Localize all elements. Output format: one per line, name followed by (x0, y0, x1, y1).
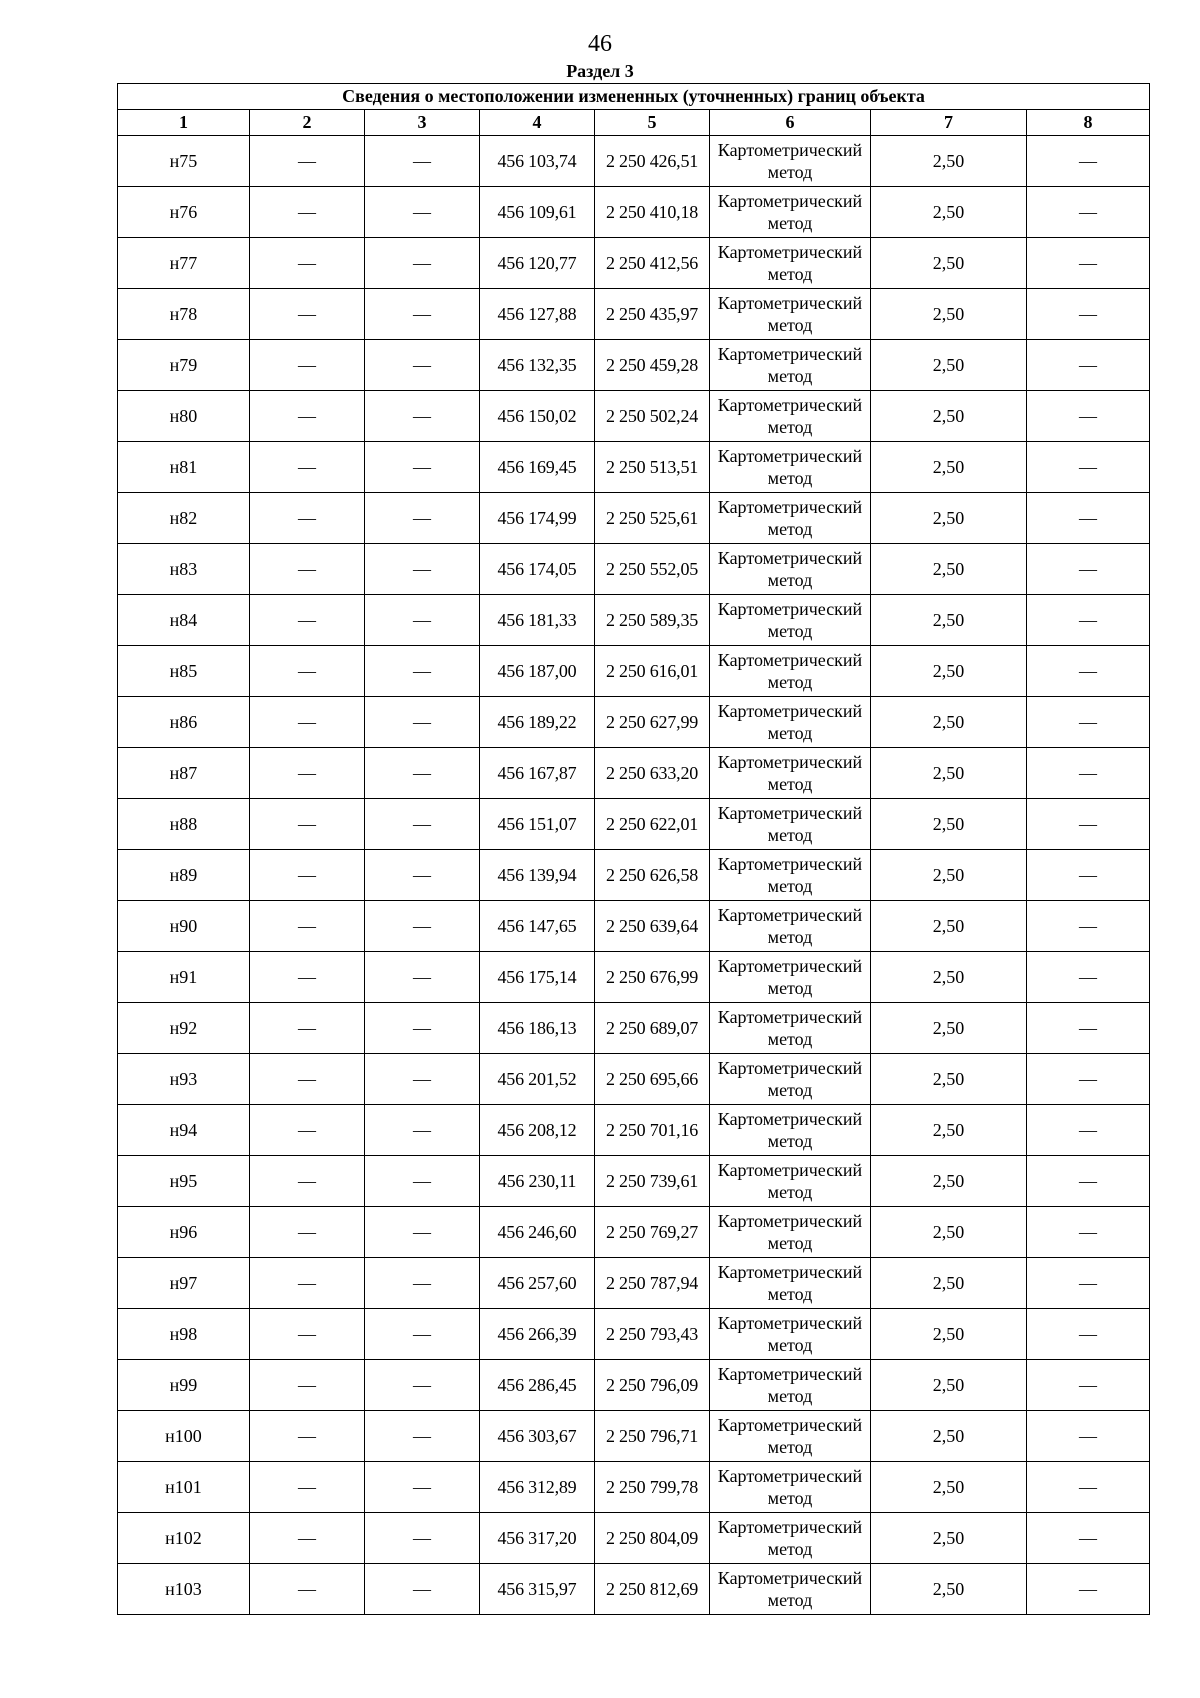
column-8-cell: — (1027, 952, 1150, 1003)
table-row (118, 850, 1150, 901)
column-3-cell: — (365, 952, 480, 1003)
table-row (118, 544, 1150, 595)
point-name-cell: н78 (118, 289, 250, 340)
column-3-cell: — (365, 1258, 480, 1309)
x-coordinate-cell: 456 139,94 (480, 850, 595, 901)
x-coordinate-cell: 456 175,14 (480, 952, 595, 1003)
point-name-cell: н102 (118, 1513, 250, 1564)
method-cell: Картометрический метод (710, 1207, 871, 1258)
accuracy-cell: 2,50 (871, 238, 1027, 289)
y-coordinate-cell: 2 250 793,43 (595, 1309, 710, 1360)
accuracy-cell: 2,50 (871, 595, 1027, 646)
x-coordinate-cell: 456 169,45 (480, 442, 595, 493)
table-row (118, 1207, 1150, 1258)
method-cell: Картометрический метод (710, 544, 871, 595)
column-2-cell: — (250, 136, 365, 187)
x-coordinate-cell: 456 246,60 (480, 1207, 595, 1258)
x-coordinate-cell: 456 201,52 (480, 1054, 595, 1105)
method-cell: Картометрический метод (710, 1156, 871, 1207)
column-3-cell: — (365, 1207, 480, 1258)
accuracy-cell: 2,50 (871, 1054, 1027, 1105)
column-3-cell: — (365, 595, 480, 646)
column-8-cell: — (1027, 1105, 1150, 1156)
point-name-cell: н89 (118, 850, 250, 901)
accuracy-cell: 2,50 (871, 1105, 1027, 1156)
column-8-cell: — (1027, 493, 1150, 544)
accuracy-cell: 2,50 (871, 850, 1027, 901)
column-8-cell: — (1027, 1564, 1150, 1615)
method-cell: Картометрический метод (710, 1258, 871, 1309)
column-8-cell: — (1027, 1513, 1150, 1564)
table-header-row (118, 110, 1150, 136)
point-name-cell: н79 (118, 340, 250, 391)
column-8-cell: — (1027, 850, 1150, 901)
point-name-cell: н84 (118, 595, 250, 646)
accuracy-cell: 2,50 (871, 799, 1027, 850)
column-2-cell: — (250, 544, 365, 595)
table-row (118, 1105, 1150, 1156)
point-name-cell: н86 (118, 697, 250, 748)
accuracy-cell: 2,50 (871, 1411, 1027, 1462)
x-coordinate-cell: 456 150,02 (480, 391, 595, 442)
y-coordinate-cell: 2 250 412,56 (595, 238, 710, 289)
y-coordinate-cell: 2 250 695,66 (595, 1054, 710, 1105)
point-name-cell: н97 (118, 1258, 250, 1309)
x-coordinate-cell: 456 147,65 (480, 901, 595, 952)
y-coordinate-cell: 2 250 633,20 (595, 748, 710, 799)
x-coordinate-cell: 456 151,07 (480, 799, 595, 850)
table-row (118, 952, 1150, 1003)
point-name-cell: н92 (118, 1003, 250, 1054)
column-8-cell: — (1027, 391, 1150, 442)
accuracy-cell: 2,50 (871, 646, 1027, 697)
accuracy-cell: 2,50 (871, 1513, 1027, 1564)
y-coordinate-cell: 2 250 676,99 (595, 952, 710, 1003)
accuracy-cell: 2,50 (871, 340, 1027, 391)
accuracy-cell: 2,50 (871, 391, 1027, 442)
point-name-cell: н101 (118, 1462, 250, 1513)
point-name-cell: н87 (118, 748, 250, 799)
y-coordinate-cell: 2 250 502,24 (595, 391, 710, 442)
column-2-cell: — (250, 799, 365, 850)
x-coordinate-cell: 456 230,11 (480, 1156, 595, 1207)
page-number: 46 (588, 31, 612, 57)
column-8-cell: — (1027, 1207, 1150, 1258)
x-coordinate-cell: 456 317,20 (480, 1513, 595, 1564)
table-row (118, 1156, 1150, 1207)
x-coordinate-cell: 456 303,67 (480, 1411, 595, 1462)
column-8-cell: — (1027, 187, 1150, 238)
accuracy-cell: 2,50 (871, 1258, 1027, 1309)
x-coordinate-cell: 456 181,33 (480, 595, 595, 646)
column-2-cell: — (250, 1156, 365, 1207)
accuracy-cell: 2,50 (871, 1003, 1027, 1054)
y-coordinate-cell: 2 250 459,28 (595, 340, 710, 391)
method-cell: Картометрический метод (710, 187, 871, 238)
x-coordinate-cell: 456 187,00 (480, 646, 595, 697)
column-3-cell: — (365, 1105, 480, 1156)
point-name-cell: н91 (118, 952, 250, 1003)
method-cell: Картометрический метод (710, 340, 871, 391)
column-8-cell: — (1027, 289, 1150, 340)
accuracy-cell: 2,50 (871, 1207, 1027, 1258)
method-cell: Картометрический метод (710, 1309, 871, 1360)
column-header: 3 (365, 110, 480, 136)
column-2-cell: — (250, 952, 365, 1003)
method-cell: Картометрический метод (710, 850, 871, 901)
x-coordinate-cell: 456 186,13 (480, 1003, 595, 1054)
column-header: 6 (710, 110, 871, 136)
point-name-cell: н93 (118, 1054, 250, 1105)
column-2-cell: — (250, 289, 365, 340)
table-body (118, 136, 1150, 1615)
y-coordinate-cell: 2 250 622,01 (595, 799, 710, 850)
table-row (118, 1054, 1150, 1105)
x-coordinate-cell: 456 103,74 (480, 136, 595, 187)
method-cell: Картометрический метод (710, 952, 871, 1003)
point-name-cell: н76 (118, 187, 250, 238)
method-cell: Картометрический метод (710, 1564, 871, 1615)
y-coordinate-cell: 2 250 626,58 (595, 850, 710, 901)
column-2-cell: — (250, 595, 365, 646)
column-2-cell: — (250, 850, 365, 901)
table-row (118, 1564, 1150, 1615)
column-8-cell: — (1027, 1156, 1150, 1207)
column-8-cell: — (1027, 340, 1150, 391)
table-row (118, 1462, 1150, 1513)
point-name-cell: н98 (118, 1309, 250, 1360)
column-3-cell: — (365, 340, 480, 391)
point-name-cell: н103 (118, 1564, 250, 1615)
accuracy-cell: 2,50 (871, 1156, 1027, 1207)
accuracy-cell: 2,50 (871, 697, 1027, 748)
method-cell: Картометрический метод (710, 1360, 871, 1411)
column-3-cell: — (365, 1309, 480, 1360)
y-coordinate-cell: 2 250 799,78 (595, 1462, 710, 1513)
y-coordinate-cell: 2 250 627,99 (595, 697, 710, 748)
column-8-cell: — (1027, 238, 1150, 289)
table-row (118, 1411, 1150, 1462)
column-8-cell: — (1027, 1411, 1150, 1462)
column-2-cell: — (250, 1054, 365, 1105)
accuracy-cell: 2,50 (871, 136, 1027, 187)
column-8-cell: — (1027, 1258, 1150, 1309)
column-3-cell: — (365, 1156, 480, 1207)
column-8-cell: — (1027, 1003, 1150, 1054)
table-row (118, 136, 1150, 187)
column-3-cell: — (365, 136, 480, 187)
y-coordinate-cell: 2 250 552,05 (595, 544, 710, 595)
accuracy-cell: 2,50 (871, 952, 1027, 1003)
table-row (118, 442, 1150, 493)
y-coordinate-cell: 2 250 525,61 (595, 493, 710, 544)
x-coordinate-cell: 456 257,60 (480, 1258, 595, 1309)
point-name-cell: н99 (118, 1360, 250, 1411)
accuracy-cell: 2,50 (871, 493, 1027, 544)
x-coordinate-cell: 456 286,45 (480, 1360, 595, 1411)
x-coordinate-cell: 456 127,88 (480, 289, 595, 340)
table-row (118, 799, 1150, 850)
y-coordinate-cell: 2 250 701,16 (595, 1105, 710, 1156)
method-cell: Картометрический метод (710, 1411, 871, 1462)
y-coordinate-cell: 2 250 787,94 (595, 1258, 710, 1309)
accuracy-cell: 2,50 (871, 289, 1027, 340)
point-name-cell: н85 (118, 646, 250, 697)
method-cell: Картометрический метод (710, 1003, 871, 1054)
column-3-cell: — (365, 850, 480, 901)
point-name-cell: н94 (118, 1105, 250, 1156)
point-name-cell: н81 (118, 442, 250, 493)
method-cell: Картометрический метод (710, 238, 871, 289)
x-coordinate-cell: 456 266,39 (480, 1309, 595, 1360)
section-title: Раздел 3 (566, 61, 634, 81)
x-coordinate-cell: 456 174,99 (480, 493, 595, 544)
column-8-cell: — (1027, 442, 1150, 493)
method-cell: Картометрический метод (710, 289, 871, 340)
method-cell: Картометрический метод (710, 748, 871, 799)
column-8-cell: — (1027, 1360, 1150, 1411)
column-header: 7 (871, 110, 1027, 136)
column-3-cell: — (365, 646, 480, 697)
column-header: 1 (118, 110, 250, 136)
accuracy-cell: 2,50 (871, 1462, 1027, 1513)
table-row (118, 646, 1150, 697)
column-2-cell: — (250, 1003, 365, 1054)
x-coordinate-cell: 456 120,77 (480, 238, 595, 289)
method-cell: Картометрический метод (710, 1462, 871, 1513)
x-coordinate-cell: 456 208,12 (480, 1105, 595, 1156)
method-cell: Картометрический метод (710, 1105, 871, 1156)
accuracy-cell: 2,50 (871, 442, 1027, 493)
column-header: 4 (480, 110, 595, 136)
column-8-cell: — (1027, 646, 1150, 697)
table-caption: Сведения о местоположении измененных (уточненных) границ объекта (118, 84, 1150, 110)
x-coordinate-cell: 456 315,97 (480, 1564, 595, 1615)
column-2-cell: — (250, 1309, 365, 1360)
column-2-cell: — (250, 1411, 365, 1462)
column-8-cell: — (1027, 544, 1150, 595)
method-cell: Картометрический метод (710, 391, 871, 442)
column-header: 5 (595, 110, 710, 136)
column-3-cell: — (365, 748, 480, 799)
table-row (118, 493, 1150, 544)
table-row (118, 748, 1150, 799)
method-cell: Картометрический метод (710, 1513, 871, 1564)
method-cell: Картометрический метод (710, 901, 871, 952)
table-row (118, 1003, 1150, 1054)
method-cell: Картометрический метод (710, 646, 871, 697)
column-2-cell: — (250, 1564, 365, 1615)
column-2-cell: — (250, 1258, 365, 1309)
column-2-cell: — (250, 493, 365, 544)
column-3-cell: — (365, 238, 480, 289)
x-coordinate-cell: 456 132,35 (480, 340, 595, 391)
y-coordinate-cell: 2 250 739,61 (595, 1156, 710, 1207)
method-cell: Картометрический метод (710, 595, 871, 646)
point-name-cell: н75 (118, 136, 250, 187)
x-coordinate-cell: 456 174,05 (480, 544, 595, 595)
column-3-cell: — (365, 697, 480, 748)
point-name-cell: н96 (118, 1207, 250, 1258)
column-2-cell: — (250, 391, 365, 442)
column-8-cell: — (1027, 799, 1150, 850)
point-name-cell: н88 (118, 799, 250, 850)
column-2-cell: — (250, 901, 365, 952)
accuracy-cell: 2,50 (871, 1360, 1027, 1411)
column-3-cell: — (365, 391, 480, 442)
accuracy-cell: 2,50 (871, 748, 1027, 799)
y-coordinate-cell: 2 250 426,51 (595, 136, 710, 187)
y-coordinate-cell: 2 250 769,27 (595, 1207, 710, 1258)
column-3-cell: — (365, 544, 480, 595)
column-8-cell: — (1027, 1054, 1150, 1105)
column-8-cell: — (1027, 1462, 1150, 1513)
column-header: 2 (250, 110, 365, 136)
point-name-cell: н100 (118, 1411, 250, 1462)
table-row (118, 340, 1150, 391)
column-8-cell: — (1027, 748, 1150, 799)
y-coordinate-cell: 2 250 639,64 (595, 901, 710, 952)
table-row (118, 697, 1150, 748)
accuracy-cell: 2,50 (871, 901, 1027, 952)
column-3-cell: — (365, 187, 480, 238)
method-cell: Картометрический метод (710, 697, 871, 748)
table-row (118, 1258, 1150, 1309)
table-row (118, 1513, 1150, 1564)
column-3-cell: — (365, 289, 480, 340)
column-2-cell: — (250, 1207, 365, 1258)
column-2-cell: — (250, 697, 365, 748)
column-2-cell: — (250, 748, 365, 799)
column-3-cell: — (365, 1411, 480, 1462)
table-row (118, 1360, 1150, 1411)
table-row (118, 391, 1150, 442)
table-row (118, 1309, 1150, 1360)
method-cell: Картометрический метод (710, 493, 871, 544)
x-coordinate-cell: 456 109,61 (480, 187, 595, 238)
y-coordinate-cell: 2 250 689,07 (595, 1003, 710, 1054)
coordinates-table (117, 83, 1150, 1615)
column-2-cell: — (250, 340, 365, 391)
column-8-cell: — (1027, 697, 1150, 748)
column-2-cell: — (250, 1462, 365, 1513)
point-name-cell: н90 (118, 901, 250, 952)
y-coordinate-cell: 2 250 410,18 (595, 187, 710, 238)
column-3-cell: — (365, 1003, 480, 1054)
point-name-cell: н83 (118, 544, 250, 595)
point-name-cell: н77 (118, 238, 250, 289)
column-3-cell: — (365, 493, 480, 544)
column-3-cell: — (365, 799, 480, 850)
method-cell: Картометрический метод (710, 136, 871, 187)
column-3-cell: — (365, 1513, 480, 1564)
table-row (118, 187, 1150, 238)
y-coordinate-cell: 2 250 589,35 (595, 595, 710, 646)
column-2-cell: — (250, 238, 365, 289)
column-2-cell: — (250, 187, 365, 238)
y-coordinate-cell: 2 250 804,09 (595, 1513, 710, 1564)
y-coordinate-cell: 2 250 796,71 (595, 1411, 710, 1462)
point-name-cell: н80 (118, 391, 250, 442)
y-coordinate-cell: 2 250 812,69 (595, 1564, 710, 1615)
column-header: 8 (1027, 110, 1150, 136)
column-2-cell: — (250, 1105, 365, 1156)
y-coordinate-cell: 2 250 513,51 (595, 442, 710, 493)
column-8-cell: — (1027, 901, 1150, 952)
point-name-cell: н95 (118, 1156, 250, 1207)
column-2-cell: — (250, 1360, 365, 1411)
column-3-cell: — (365, 1564, 480, 1615)
method-cell: Картометрический метод (710, 1054, 871, 1105)
y-coordinate-cell: 2 250 435,97 (595, 289, 710, 340)
method-cell: Картометрический метод (710, 442, 871, 493)
column-3-cell: — (365, 1462, 480, 1513)
column-8-cell: — (1027, 595, 1150, 646)
column-8-cell: — (1027, 1309, 1150, 1360)
accuracy-cell: 2,50 (871, 1564, 1027, 1615)
column-3-cell: — (365, 901, 480, 952)
y-coordinate-cell: 2 250 616,01 (595, 646, 710, 697)
column-3-cell: — (365, 442, 480, 493)
accuracy-cell: 2,50 (871, 187, 1027, 238)
column-2-cell: — (250, 442, 365, 493)
column-2-cell: — (250, 646, 365, 697)
column-3-cell: — (365, 1360, 480, 1411)
x-coordinate-cell: 456 167,87 (480, 748, 595, 799)
column-2-cell: — (250, 1513, 365, 1564)
method-cell: Картометрический метод (710, 799, 871, 850)
column-3-cell: — (365, 1054, 480, 1105)
y-coordinate-cell: 2 250 796,09 (595, 1360, 710, 1411)
x-coordinate-cell: 456 189,22 (480, 697, 595, 748)
x-coordinate-cell: 456 312,89 (480, 1462, 595, 1513)
table-row (118, 289, 1150, 340)
accuracy-cell: 2,50 (871, 1309, 1027, 1360)
table-row (118, 595, 1150, 646)
column-8-cell: — (1027, 136, 1150, 187)
point-name-cell: н82 (118, 493, 250, 544)
table-row (118, 238, 1150, 289)
table-row (118, 901, 1150, 952)
accuracy-cell: 2,50 (871, 544, 1027, 595)
